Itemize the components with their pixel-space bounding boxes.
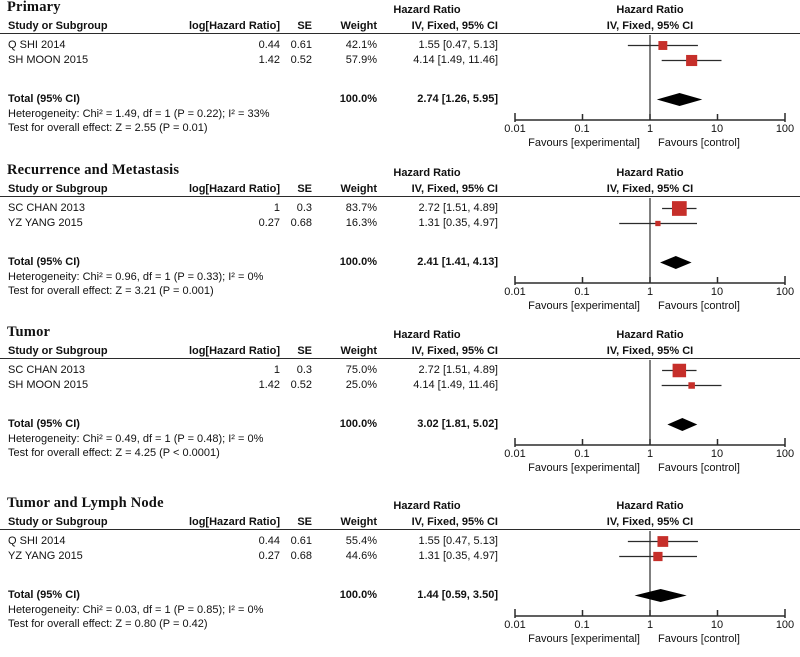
total-ci: 1.44 [0.59, 3.50]	[417, 589, 498, 601]
column-header-study: Study or Subgroup	[8, 345, 108, 357]
favours-control-label: Favours [control]	[658, 633, 740, 645]
axis-tick-label: 0.1	[574, 448, 590, 460]
total-weight: 100.0%	[339, 589, 377, 601]
se-value: 0.61	[290, 39, 312, 51]
weight-value: 16.3%	[345, 217, 377, 229]
column-header-weight: Weight	[340, 183, 377, 195]
favours-experimental-label: Favours [experimental]	[528, 462, 640, 474]
panel-title: Tumor	[7, 324, 51, 340]
hazard-ratio-column-header: Hazard Ratio	[393, 329, 461, 341]
axis-tick-label: 1	[646, 286, 654, 298]
effect-square	[672, 201, 687, 216]
heterogeneity-text: Heterogeneity: Chi² = 0.96, df = 1 (P = 0.33); I² = 0%	[8, 271, 264, 283]
study-name: SC CHAN 2013	[8, 202, 86, 214]
log-hazard-ratio-value: 1.42	[258, 54, 280, 66]
axis-tick-label: 0.01	[504, 619, 526, 631]
heterogeneity-text: Heterogeneity: Chi² = 1.49, df = 1 (P = 0.22); I² = 33%	[8, 108, 270, 120]
panel-tumor-lymph-node	[0, 487, 800, 657]
ci-value: 1.31 [0.35, 4.97]	[418, 550, 498, 562]
favours-experimental-label: Favours [experimental]	[528, 137, 640, 149]
hazard-ratio-plot-header: Hazard Ratio	[616, 167, 684, 179]
column-header-loghr: log[Hazard Ratio]	[188, 183, 280, 195]
axis-tick-label: 0.1	[574, 123, 590, 135]
column-header-ci: IV, Fixed, 95% CI	[411, 20, 498, 32]
column-header-loghr: log[Hazard Ratio]	[188, 345, 280, 357]
total-ci: 2.74 [1.26, 5.95]	[417, 93, 498, 105]
axis-tick-label: 100	[775, 286, 795, 298]
overall-effect-text: Test for overall effect: Z = 2.55 (P = 0.01)	[8, 122, 208, 134]
se-value: 0.3	[296, 364, 312, 376]
effect-square	[688, 382, 695, 389]
favours-control-label: Favours [control]	[658, 462, 740, 474]
column-header-se: SE	[297, 516, 312, 528]
total-diamond	[657, 93, 703, 106]
total-label: Total (95% CI)	[8, 589, 80, 601]
column-header-ci: IV, Fixed, 95% CI	[411, 516, 498, 528]
axis-tick-label: 1	[646, 123, 654, 135]
column-header-loghr: log[Hazard Ratio]	[188, 516, 280, 528]
log-hazard-ratio-value: 0.27	[258, 217, 280, 229]
column-header-study: Study or Subgroup	[8, 516, 108, 528]
hazard-ratio-column-header: Hazard Ratio	[393, 167, 461, 179]
total-ci: 2.41 [1.41, 4.13]	[417, 256, 498, 268]
log-hazard-ratio-value: 0.27	[258, 550, 280, 562]
effect-square	[657, 536, 668, 547]
se-value: 0.3	[296, 202, 312, 214]
column-header-ci: IV, Fixed, 95% CI	[411, 183, 498, 195]
se-value: 0.52	[290, 379, 312, 391]
total-weight: 100.0%	[339, 93, 377, 105]
study-name: Q SHI 2014	[8, 535, 66, 547]
favours-experimental-label: Favours [experimental]	[528, 300, 640, 312]
axis-tick-label: 0.01	[504, 123, 526, 135]
axis-tick-label: 0.1	[574, 286, 590, 298]
effect-square	[658, 41, 667, 50]
study-name: SH MOON 2015	[8, 54, 89, 66]
hazard-ratio-column-header: Hazard Ratio	[393, 4, 461, 16]
total-diamond	[667, 418, 697, 431]
overall-effect-text: Test for overall effect: Z = 3.21 (P = 0.001)	[8, 285, 214, 297]
ci-value: 1.31 [0.35, 4.97]	[418, 217, 498, 229]
weight-value: 55.4%	[345, 535, 377, 547]
axis-tick-label: 100	[775, 448, 795, 460]
total-weight: 100.0%	[339, 418, 377, 430]
se-value: 0.68	[290, 550, 312, 562]
study-name: SH MOON 2015	[8, 379, 89, 391]
ci-value: 4.14 [1.49, 11.46]	[413, 54, 498, 66]
axis-tick-label: 1	[646, 619, 654, 631]
effect-square	[673, 364, 687, 378]
ci-value: 4.14 [1.49, 11.46]	[413, 379, 498, 391]
column-header-se: SE	[297, 20, 312, 32]
effect-square	[655, 221, 660, 226]
log-hazard-ratio-value: 1	[273, 364, 280, 376]
axis-tick-label: 100	[775, 619, 795, 631]
panel-title: Tumor and Lymph Node	[7, 495, 164, 511]
column-header-weight: Weight	[340, 20, 377, 32]
total-label: Total (95% CI)	[8, 256, 80, 268]
column-header-ci: IV, Fixed, 95% CI	[411, 345, 498, 357]
hazard-ratio-plot-header: Hazard Ratio	[616, 329, 684, 341]
hazard-ratio-plot-header: Hazard Ratio	[616, 500, 684, 512]
total-label: Total (95% CI)	[8, 418, 80, 430]
axis-tick-label: 1	[646, 448, 654, 460]
total-weight: 100.0%	[339, 256, 377, 268]
axis-tick-label: 0.01	[504, 286, 526, 298]
heterogeneity-text: Heterogeneity: Chi² = 0.03, df = 1 (P = 0.85); I² = 0%	[8, 604, 264, 616]
weight-value: 42.1%	[345, 39, 377, 51]
ci-value: 2.72 [1.51, 4.89]	[418, 202, 498, 214]
axis-tick-label: 0.01	[504, 448, 526, 460]
favours-control-label: Favours [control]	[658, 137, 740, 149]
column-header-weight: Weight	[340, 516, 377, 528]
axis-tick-label: 10	[710, 619, 724, 631]
column-header-weight: Weight	[340, 345, 377, 357]
log-hazard-ratio-value: 0.44	[258, 535, 280, 547]
hazard-ratio-plot-header: Hazard Ratio	[616, 4, 684, 16]
study-name: YZ YANG 2015	[8, 217, 83, 229]
axis-tick-label: 10	[710, 448, 724, 460]
overall-effect-text: Test for overall effect: Z = 0.80 (P = 0.42)	[8, 618, 208, 630]
se-value: 0.68	[290, 217, 312, 229]
weight-value: 44.6%	[345, 550, 377, 562]
effect-square	[653, 552, 662, 561]
ci-value: 1.55 [0.47, 5.13]	[418, 535, 498, 547]
panel-tumor	[0, 322, 800, 487]
total-diamond	[635, 589, 687, 602]
log-hazard-ratio-value: 0.44	[258, 39, 280, 51]
favours-control-label: Favours [control]	[658, 300, 740, 312]
weight-value: 83.7%	[345, 202, 377, 214]
column-header-se: SE	[297, 183, 312, 195]
weight-value: 25.0%	[345, 379, 377, 391]
axis-tick-label: 10	[710, 123, 724, 135]
study-name: Q SHI 2014	[8, 39, 66, 51]
column-header-study: Study or Subgroup	[8, 183, 108, 195]
study-name: YZ YANG 2015	[8, 550, 83, 562]
panel-primary	[0, 0, 800, 163]
column-header-loghr: log[Hazard Ratio]	[188, 20, 280, 32]
axis-tick-label: 100	[775, 123, 795, 135]
plot-header-model: IV, Fixed, 95% CI	[606, 20, 694, 32]
favours-experimental-label: Favours [experimental]	[528, 633, 640, 645]
column-header-study: Study or Subgroup	[8, 20, 108, 32]
hazard-ratio-column-header: Hazard Ratio	[393, 500, 461, 512]
axis-tick-label: 0.1	[574, 619, 590, 631]
total-label: Total (95% CI)	[8, 93, 80, 105]
axis-tick-label: 10	[710, 286, 724, 298]
column-header-se: SE	[297, 345, 312, 357]
ci-value: 1.55 [0.47, 5.13]	[418, 39, 498, 51]
plot-header-model: IV, Fixed, 95% CI	[606, 183, 694, 195]
overall-effect-text: Test for overall effect: Z = 4.25 (P < 0.0001)	[8, 447, 220, 459]
total-ci: 3.02 [1.81, 5.02]	[417, 418, 498, 430]
log-hazard-ratio-value: 1	[273, 202, 280, 214]
effect-square	[686, 55, 697, 66]
panel-title: Recurrence and Metastasis	[7, 162, 180, 178]
heterogeneity-text: Heterogeneity: Chi² = 0.49, df = 1 (P = 0.48); I² = 0%	[8, 433, 264, 445]
total-diamond	[660, 256, 692, 269]
weight-value: 75.0%	[345, 364, 377, 376]
plot-header-model: IV, Fixed, 95% CI	[606, 516, 694, 528]
panel-title: Primary	[7, 0, 61, 15]
se-value: 0.61	[290, 535, 312, 547]
panel-recurrence-metastasis	[0, 163, 800, 322]
weight-value: 57.9%	[345, 54, 377, 66]
study-name: SC CHAN 2013	[8, 364, 86, 376]
ci-value: 2.72 [1.51, 4.89]	[418, 364, 498, 376]
plot-header-model: IV, Fixed, 95% CI	[606, 345, 694, 357]
se-value: 0.52	[290, 54, 312, 66]
log-hazard-ratio-value: 1.42	[258, 379, 280, 391]
